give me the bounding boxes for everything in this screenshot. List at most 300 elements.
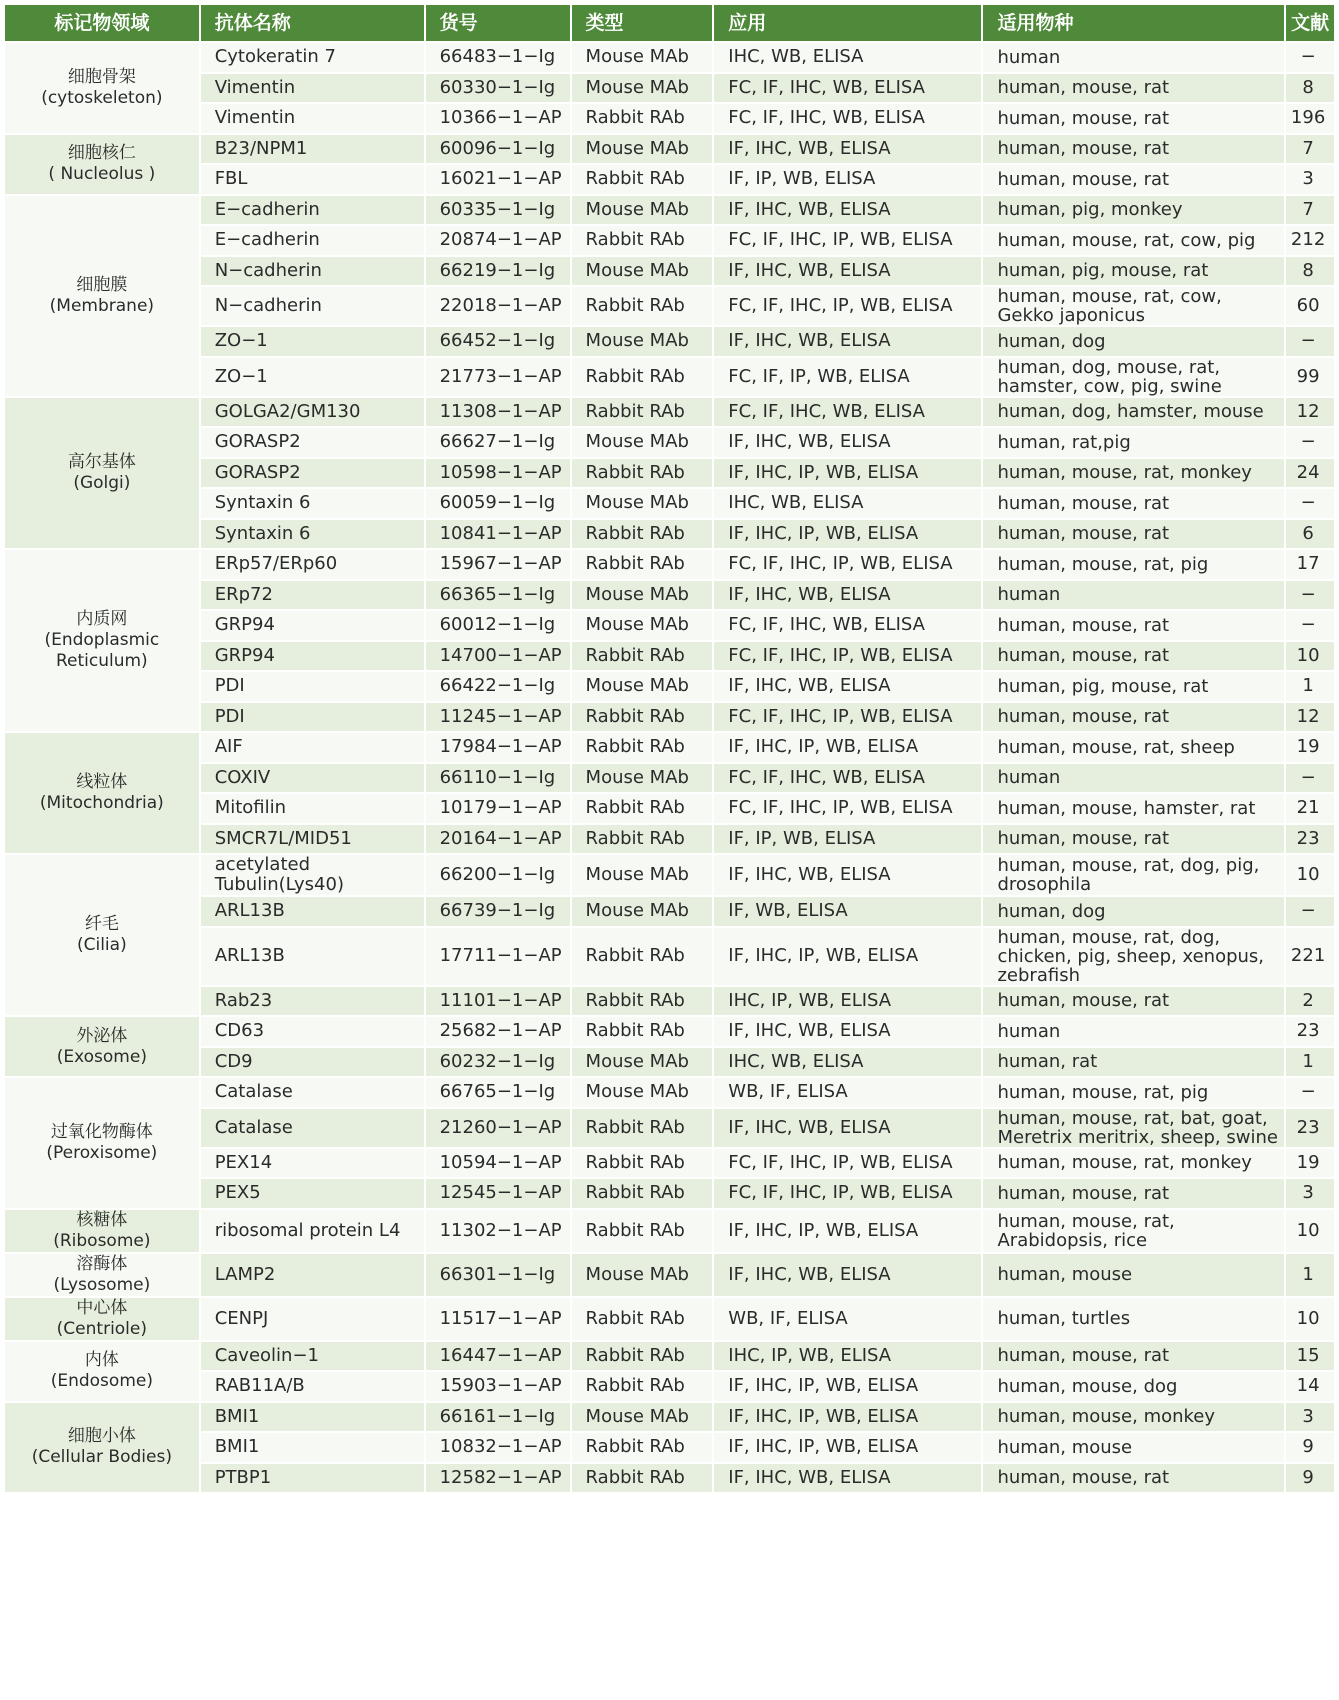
species-cell: human, mouse, dog xyxy=(982,1371,1285,1402)
application-cell: FC, IF, IHC, WB, ELISA xyxy=(713,397,982,428)
marker-domain-cn: 线粒体 xyxy=(76,772,128,792)
application-cell: WB, IF, ELISA xyxy=(713,1077,982,1108)
species-cell: human, mouse, rat xyxy=(982,702,1285,733)
references-count-cell: − xyxy=(1285,763,1335,794)
catalog-number-cell: 21773−1−AP xyxy=(425,357,571,397)
catalog-number-cell: 66110−1−Ig xyxy=(425,763,571,794)
species-cell: human, mouse, rat, Arabidopsis, rice xyxy=(982,1209,1285,1253)
species-cell: human, mouse, monkey xyxy=(982,1402,1285,1433)
application-cell: IF, IP, WB, ELISA xyxy=(713,164,982,195)
catalog-number-cell: 10832−1−AP xyxy=(425,1432,571,1463)
antibody-name-cell: PEX14 xyxy=(200,1148,425,1179)
antibody-name-cell: B23/NPM1 xyxy=(200,134,425,165)
marker-domain-en: (Endoplasmic Reticulum) xyxy=(44,630,160,671)
marker-domain-cell xyxy=(4,1253,200,1297)
application-cell: IF, IHC, WB, ELISA xyxy=(713,1253,982,1297)
catalog-number-cell: 25682−1−AP xyxy=(425,1016,571,1047)
species-cell: human, mouse, rat, monkey xyxy=(982,1148,1285,1179)
species-cell: human, mouse, rat xyxy=(982,1178,1285,1209)
species-cell: human, mouse, rat xyxy=(982,164,1285,195)
marker-domain-cn: 中心体 xyxy=(76,1297,128,1318)
application-cell: FC, IF, IP, WB, ELISA xyxy=(713,357,982,397)
table-row xyxy=(4,42,1335,73)
antibody-type-cell: Mouse MAb xyxy=(571,1402,714,1433)
marker-domain-en: (Cellular Bodies) xyxy=(31,1447,172,1468)
antibody-type-cell: Rabbit RAb xyxy=(571,103,714,134)
species-cell: human, mouse, rat, sheep xyxy=(982,732,1285,763)
marker-domain-en: (Lysosome) xyxy=(53,1274,151,1295)
table-row xyxy=(4,549,1335,580)
antibody-type-cell: Mouse MAb xyxy=(571,427,714,458)
species-cell: human xyxy=(982,42,1285,73)
table-row xyxy=(4,1371,1335,1402)
antibody-type-cell: Mouse MAb xyxy=(571,42,714,73)
references-count-cell: 12 xyxy=(1285,702,1335,733)
application-cell: IF, IHC, WB, ELISA xyxy=(713,134,982,165)
species-cell: human, mouse, rat xyxy=(982,103,1285,134)
table-row xyxy=(4,824,1335,855)
antibody-type-cell: Mouse MAb xyxy=(571,854,714,896)
table-row xyxy=(4,1047,1335,1078)
antibody-name-cell: GOLGA2/GM130 xyxy=(200,397,425,428)
table-row xyxy=(4,793,1335,824)
marker-domain-en: (Exosome) xyxy=(56,1046,147,1067)
antibody-marker-table xyxy=(3,3,1336,1494)
marker-domain-cn: 内质网 xyxy=(76,609,128,629)
references-count-cell: 1 xyxy=(1285,1253,1335,1297)
species-cell: human, dog xyxy=(982,896,1285,927)
header-row xyxy=(4,4,1335,42)
antibody-name-cell: Vimentin xyxy=(200,103,425,134)
application-cell: IF, IHC, WB, ELISA xyxy=(713,1463,982,1494)
species-cell: human, mouse, rat xyxy=(982,488,1285,519)
species-cell: human, mouse, rat, bat, goat, Meretrix meritrix, sheep, swine xyxy=(982,1108,1285,1148)
catalog-number-cell: 60335−1−Ig xyxy=(425,195,571,226)
antibody-name-cell: Catalase xyxy=(200,1077,425,1108)
antibody-name-cell: LAMP2 xyxy=(200,1253,425,1297)
references-count-cell: 2 xyxy=(1285,986,1335,1017)
catalog-number-cell: 66301−1−Ig xyxy=(425,1253,571,1297)
header-marker-domain: 标记物领域 xyxy=(4,4,200,42)
header-references: 文献 xyxy=(1285,4,1335,42)
antibody-type-cell: Mouse MAb xyxy=(571,580,714,611)
marker-domain-cn: 细胞小体 xyxy=(67,1426,136,1447)
catalog-number-cell: 66483−1−Ig xyxy=(425,42,571,73)
marker-domain-en: (Golgi) xyxy=(73,472,131,493)
species-cell: human, mouse, rat xyxy=(982,519,1285,550)
marker-domain-en: (Mitochondria) xyxy=(39,793,164,813)
references-count-cell: 15 xyxy=(1285,1341,1335,1372)
species-cell: human, mouse, rat, pig xyxy=(982,549,1285,580)
antibody-name-cell: E−cadherin xyxy=(200,195,425,226)
marker-domain-cell xyxy=(4,732,200,854)
references-count-cell: 10 xyxy=(1285,1297,1335,1341)
antibody-type-cell: Mouse MAb xyxy=(571,896,714,927)
header-application: 应用 xyxy=(713,4,982,42)
antibody-type-cell: Rabbit RAb xyxy=(571,1108,714,1148)
marker-domain-cn: 过氧化物酶体 xyxy=(50,1121,153,1142)
table-row xyxy=(4,1253,1335,1297)
species-cell: human, rat xyxy=(982,1047,1285,1078)
application-cell: FC, IF, IHC, IP, WB, ELISA xyxy=(713,702,982,733)
table-row xyxy=(4,671,1335,702)
antibody-name-cell: E−cadherin xyxy=(200,225,425,256)
antibody-type-cell: Rabbit RAb xyxy=(571,641,714,672)
references-count-cell: 3 xyxy=(1285,1402,1335,1433)
references-count-cell: 19 xyxy=(1285,1148,1335,1179)
table-row xyxy=(4,225,1335,256)
table-row xyxy=(4,1297,1335,1341)
table-row xyxy=(4,164,1335,195)
species-cell: human, mouse, rat, monkey xyxy=(982,458,1285,489)
antibody-type-cell: Rabbit RAb xyxy=(571,397,714,428)
marker-domain-cn: 细胞膜 xyxy=(76,274,128,295)
references-count-cell: 3 xyxy=(1285,1178,1335,1209)
marker-domain-cell xyxy=(4,1209,200,1253)
table-row xyxy=(4,763,1335,794)
antibody-name-cell: ERp57/ERp60 xyxy=(200,549,425,580)
references-count-cell: 23 xyxy=(1285,1016,1335,1047)
antibody-name-cell: Caveolin−1 xyxy=(200,1341,425,1372)
table-row xyxy=(4,927,1335,986)
application-cell: IHC, WB, ELISA xyxy=(713,42,982,73)
application-cell: IF, IHC, IP, WB, ELISA xyxy=(713,732,982,763)
antibody-type-cell: Rabbit RAb xyxy=(571,1297,714,1341)
application-cell: IF, IHC, WB, ELISA xyxy=(713,1108,982,1148)
table-row xyxy=(4,357,1335,397)
species-cell: human, mouse xyxy=(982,1432,1285,1463)
table-row xyxy=(4,580,1335,611)
marker-domain-cn: 细胞核仁 xyxy=(67,143,136,163)
species-cell: human, mouse, rat xyxy=(982,824,1285,855)
species-cell: human, mouse, rat xyxy=(982,610,1285,641)
marker-domain-en: (Cilia) xyxy=(76,935,127,955)
antibody-type-cell: Rabbit RAb xyxy=(571,927,714,986)
antibody-type-cell: Mouse MAb xyxy=(571,763,714,794)
antibody-name-cell: Vimentin xyxy=(200,73,425,104)
antibody-type-cell: Rabbit RAb xyxy=(571,1148,714,1179)
catalog-number-cell: 66739−1−Ig xyxy=(425,896,571,927)
application-cell: FC, IF, IHC, WB, ELISA xyxy=(713,73,982,104)
catalog-number-cell: 10366−1−AP xyxy=(425,103,571,134)
marker-domain-cell xyxy=(4,1297,200,1341)
species-cell: human, mouse, rat xyxy=(982,73,1285,104)
table-row xyxy=(4,732,1335,763)
antibody-name-cell: GORASP2 xyxy=(200,458,425,489)
marker-domain-en: (Peroxisome) xyxy=(46,1142,158,1163)
antibody-name-cell: GORASP2 xyxy=(200,427,425,458)
catalog-number-cell: 60059−1−Ig xyxy=(425,488,571,519)
marker-domain-cell xyxy=(4,1341,200,1402)
antibody-type-cell: Rabbit RAb xyxy=(571,357,714,397)
header-antibody-name: 抗体名称 xyxy=(200,4,425,42)
species-cell: human, rat,pig xyxy=(982,427,1285,458)
application-cell: FC, IF, IHC, WB, ELISA xyxy=(713,103,982,134)
marker-domain-cell xyxy=(4,134,200,195)
table-row xyxy=(4,256,1335,287)
table-row xyxy=(4,397,1335,428)
table-row xyxy=(4,1402,1335,1433)
antibody-type-cell: Rabbit RAb xyxy=(571,549,714,580)
table-row xyxy=(4,1341,1335,1372)
catalog-number-cell: 11245−1−AP xyxy=(425,702,571,733)
marker-domain-cn: 外泌体 xyxy=(76,1025,128,1046)
marker-domain-cell xyxy=(4,195,200,397)
species-cell: human, pig, mouse, rat xyxy=(982,671,1285,702)
application-cell: IF, IHC, IP, WB, ELISA xyxy=(713,519,982,550)
application-cell: FC, IF, IHC, IP, WB, ELISA xyxy=(713,286,982,326)
antibody-type-cell: Rabbit RAb xyxy=(571,1341,714,1372)
marker-domain-cn: 内体 xyxy=(84,1350,119,1370)
application-cell: IHC, WB, ELISA xyxy=(713,488,982,519)
species-cell: human, mouse, rat xyxy=(982,641,1285,672)
species-cell: human, mouse, rat xyxy=(982,1463,1285,1494)
antibody-type-cell: Mouse MAb xyxy=(571,671,714,702)
references-count-cell: 8 xyxy=(1285,256,1335,287)
references-count-cell: 23 xyxy=(1285,824,1335,855)
species-cell: human, mouse, rat, dog, chicken, pig, sheep, xenopus, zebrafish xyxy=(982,927,1285,986)
marker-domain-cell xyxy=(4,397,200,550)
species-cell: human, mouse, rat xyxy=(982,1341,1285,1372)
catalog-number-cell: 17711−1−AP xyxy=(425,927,571,986)
table-row xyxy=(4,702,1335,733)
antibody-name-cell: Catalase xyxy=(200,1108,425,1148)
application-cell: IF, IHC, IP, WB, ELISA xyxy=(713,1432,982,1463)
marker-domain-cell xyxy=(4,854,200,1016)
table-row xyxy=(4,488,1335,519)
references-count-cell: − xyxy=(1285,610,1335,641)
marker-domain-en: (Endosome) xyxy=(50,1371,153,1391)
antibody-type-cell: Mouse MAb xyxy=(571,1047,714,1078)
antibody-type-cell: Rabbit RAb xyxy=(571,1371,714,1402)
antibody-name-cell: ARL13B xyxy=(200,896,425,927)
catalog-number-cell: 21260−1−AP xyxy=(425,1108,571,1148)
header-species: 适用物种 xyxy=(982,4,1285,42)
antibody-name-cell: ERp72 xyxy=(200,580,425,611)
antibody-type-cell: Rabbit RAb xyxy=(571,1178,714,1209)
references-count-cell: 24 xyxy=(1285,458,1335,489)
species-cell: human, mouse, rat, cow, pig xyxy=(982,225,1285,256)
catalog-number-cell: 10841−1−AP xyxy=(425,519,571,550)
table-row xyxy=(4,458,1335,489)
application-cell: IHC, IP, WB, ELISA xyxy=(713,986,982,1017)
marker-domain-cell xyxy=(4,1077,200,1209)
antibody-name-cell: N−cadherin xyxy=(200,286,425,326)
antibody-name-cell: Cytokeratin 7 xyxy=(200,42,425,73)
antibody-type-cell: Rabbit RAb xyxy=(571,1463,714,1494)
marker-domain-cn: 纤毛 xyxy=(84,914,119,934)
table-row xyxy=(4,610,1335,641)
catalog-number-cell: 20874−1−AP xyxy=(425,225,571,256)
table-row xyxy=(4,1108,1335,1148)
references-count-cell: 6 xyxy=(1285,519,1335,550)
antibody-name-cell: N−cadherin xyxy=(200,256,425,287)
species-cell: human, mouse, hamster, rat xyxy=(982,793,1285,824)
catalog-number-cell: 15903−1−AP xyxy=(425,1371,571,1402)
antibody-name-cell: FBL xyxy=(200,164,425,195)
marker-domain-en: (Ribosome) xyxy=(53,1230,151,1251)
catalog-number-cell: 16021−1−AP xyxy=(425,164,571,195)
references-count-cell: − xyxy=(1285,326,1335,357)
application-cell: IF, IHC, IP, WB, ELISA xyxy=(713,458,982,489)
references-count-cell: − xyxy=(1285,580,1335,611)
application-cell: IF, IHC, WB, ELISA xyxy=(713,580,982,611)
references-count-cell: − xyxy=(1285,42,1335,73)
application-cell: FC, IF, IHC, WB, ELISA xyxy=(713,610,982,641)
catalog-number-cell: 60330−1−Ig xyxy=(425,73,571,104)
antibody-type-cell: Rabbit RAb xyxy=(571,986,714,1017)
table-row xyxy=(4,1463,1335,1494)
references-count-cell: − xyxy=(1285,1077,1335,1108)
catalog-number-cell: 11308−1−AP xyxy=(425,397,571,428)
table-row xyxy=(4,1016,1335,1047)
species-cell: human, mouse, rat xyxy=(982,986,1285,1017)
antibody-name-cell: COXIV xyxy=(200,763,425,794)
application-cell: IF, IHC, IP, WB, ELISA xyxy=(713,1402,982,1433)
catalog-number-cell: 15967−1−AP xyxy=(425,549,571,580)
application-cell: FC, IF, IHC, IP, WB, ELISA xyxy=(713,793,982,824)
catalog-number-cell: 66422−1−Ig xyxy=(425,671,571,702)
catalog-number-cell: 20164−1−AP xyxy=(425,824,571,855)
antibody-name-cell: Syntaxin 6 xyxy=(200,519,425,550)
antibody-name-cell: Syntaxin 6 xyxy=(200,488,425,519)
antibody-type-cell: Rabbit RAb xyxy=(571,519,714,550)
application-cell: IHC, WB, ELISA xyxy=(713,1047,982,1078)
catalog-number-cell: 66219−1−Ig xyxy=(425,256,571,287)
references-count-cell: 9 xyxy=(1285,1432,1335,1463)
application-cell: FC, IF, IHC, WB, ELISA xyxy=(713,763,982,794)
table-row xyxy=(4,1209,1335,1253)
application-cell: IF, IHC, WB, ELISA xyxy=(713,256,982,287)
references-count-cell: 1 xyxy=(1285,671,1335,702)
catalog-number-cell: 66627−1−Ig xyxy=(425,427,571,458)
catalog-number-cell: 66452−1−Ig xyxy=(425,326,571,357)
catalog-number-cell: 66365−1−Ig xyxy=(425,580,571,611)
catalog-number-cell: 11517−1−AP xyxy=(425,1297,571,1341)
table-row xyxy=(4,286,1335,326)
catalog-number-cell: 22018−1−AP xyxy=(425,286,571,326)
references-count-cell: 8 xyxy=(1285,73,1335,104)
antibody-type-cell: Mouse MAb xyxy=(571,73,714,104)
references-count-cell: 1 xyxy=(1285,1047,1335,1078)
references-count-cell: 196 xyxy=(1285,103,1335,134)
species-cell: human, dog, hamster, mouse xyxy=(982,397,1285,428)
catalog-number-cell: 11101−1−AP xyxy=(425,986,571,1017)
references-count-cell: 10 xyxy=(1285,1209,1335,1253)
marker-domain-cell xyxy=(4,1402,200,1494)
marker-domain-cn: 细胞骨架 xyxy=(67,66,136,87)
marker-domain-en: (Centriole) xyxy=(56,1318,148,1339)
antibody-type-cell: Mouse MAb xyxy=(571,256,714,287)
table-row xyxy=(4,134,1335,165)
antibody-name-cell: BMI1 xyxy=(200,1432,425,1463)
antibody-name-cell: PEX5 xyxy=(200,1178,425,1209)
application-cell: WB, IF, ELISA xyxy=(713,1297,982,1341)
table-row xyxy=(4,519,1335,550)
catalog-number-cell: 10598−1−AP xyxy=(425,458,571,489)
table-row xyxy=(4,896,1335,927)
catalog-number-cell: 10594−1−AP xyxy=(425,1148,571,1179)
marker-domain-cell xyxy=(4,42,200,134)
marker-domain-cell xyxy=(4,1016,200,1077)
application-cell: FC, IF, IHC, IP, WB, ELISA xyxy=(713,1148,982,1179)
application-cell: IF, IHC, IP, WB, ELISA xyxy=(713,1371,982,1402)
catalog-number-cell: 60096−1−Ig xyxy=(425,134,571,165)
marker-domain-cn: 高尔基体 xyxy=(67,451,136,472)
marker-domain-en: ( Nucleolus ) xyxy=(48,164,156,184)
table-row xyxy=(4,1077,1335,1108)
antibody-name-cell: Mitofilin xyxy=(200,793,425,824)
antibody-type-cell: Mouse MAb xyxy=(571,1253,714,1297)
application-cell: FC, IF, IHC, IP, WB, ELISA xyxy=(713,225,982,256)
references-count-cell: 99 xyxy=(1285,357,1335,397)
application-cell: IF, IP, WB, ELISA xyxy=(713,824,982,855)
application-cell: FC, IF, IHC, IP, WB, ELISA xyxy=(713,641,982,672)
species-cell: human xyxy=(982,1016,1285,1047)
antibody-type-cell: Mouse MAb xyxy=(571,610,714,641)
species-cell: human, mouse, rat, dog, pig, drosophila xyxy=(982,854,1285,896)
antibody-type-cell: Rabbit RAb xyxy=(571,1432,714,1463)
catalog-number-cell: 14700−1−AP xyxy=(425,641,571,672)
application-cell: FC, IF, IHC, IP, WB, ELISA xyxy=(713,1178,982,1209)
species-cell: human, mouse xyxy=(982,1253,1285,1297)
application-cell: IF, WB, ELISA xyxy=(713,896,982,927)
table-row xyxy=(4,103,1335,134)
references-count-cell: 14 xyxy=(1285,1371,1335,1402)
antibody-type-cell: Rabbit RAb xyxy=(571,732,714,763)
antibody-name-cell: AIF xyxy=(200,732,425,763)
references-count-cell: 221 xyxy=(1285,927,1335,986)
species-cell: human, mouse, rat, pig xyxy=(982,1077,1285,1108)
references-count-cell: 10 xyxy=(1285,641,1335,672)
antibody-type-cell: Mouse MAb xyxy=(571,134,714,165)
catalog-number-cell: 16447−1−AP xyxy=(425,1341,571,1372)
application-cell: IF, IHC, WB, ELISA xyxy=(713,854,982,896)
antibody-type-cell: Rabbit RAb xyxy=(571,1016,714,1047)
catalog-number-cell: 66161−1−Ig xyxy=(425,1402,571,1433)
references-count-cell: − xyxy=(1285,427,1335,458)
antibody-name-cell: CD63 xyxy=(200,1016,425,1047)
antibody-name-cell: BMI1 xyxy=(200,1402,425,1433)
table-row xyxy=(4,1432,1335,1463)
catalog-number-cell: 66765−1−Ig xyxy=(425,1077,571,1108)
table-row xyxy=(4,641,1335,672)
catalog-number-cell: 66200−1−Ig xyxy=(425,854,571,896)
antibody-name-cell: CENPJ xyxy=(200,1297,425,1341)
antibody-name-cell: ZO−1 xyxy=(200,357,425,397)
antibody-name-cell: PDI xyxy=(200,671,425,702)
header-catalog-number: 货号 xyxy=(425,4,571,42)
species-cell: human, mouse, rat xyxy=(982,134,1285,165)
species-cell: human, dog, mouse, rat, hamster, cow, pig, swine xyxy=(982,357,1285,397)
antibody-type-cell: Rabbit RAb xyxy=(571,164,714,195)
antibody-name-cell: CD9 xyxy=(200,1047,425,1078)
table-row xyxy=(4,854,1335,896)
references-count-cell: 7 xyxy=(1285,195,1335,226)
antibody-type-cell: Rabbit RAb xyxy=(571,225,714,256)
species-cell: human, mouse, rat, cow, Gekko japonicus xyxy=(982,286,1285,326)
application-cell: IF, IHC, WB, ELISA xyxy=(713,1016,982,1047)
marker-domain-en: (cytoskeleton) xyxy=(41,87,163,108)
application-cell: IF, IHC, WB, ELISA xyxy=(713,195,982,226)
antibody-type-cell: Rabbit RAb xyxy=(571,1209,714,1253)
antibody-type-cell: Rabbit RAb xyxy=(571,793,714,824)
antibody-name-cell: PTBP1 xyxy=(200,1463,425,1494)
species-cell: human xyxy=(982,763,1285,794)
marker-domain-en: (Membrane) xyxy=(49,295,155,316)
application-cell: IF, IHC, WB, ELISA xyxy=(713,671,982,702)
references-count-cell: 9 xyxy=(1285,1463,1335,1494)
